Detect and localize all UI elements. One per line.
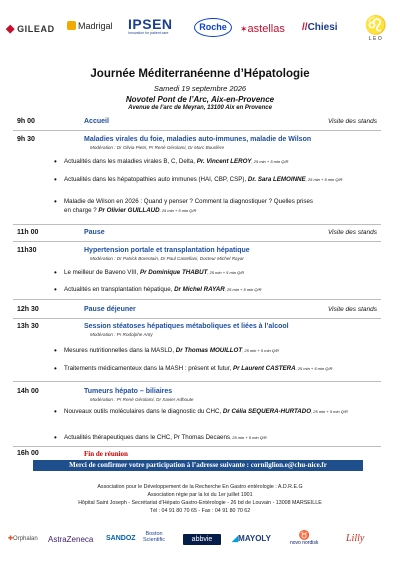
session-moderation: Modération : Dr Patrick Borentain, Dr Paul Castellani, Docteur Michel Rayar bbox=[90, 256, 244, 261]
slot-time: 14h 00 bbox=[17, 388, 39, 395]
divider bbox=[13, 130, 381, 131]
chiesi-mark-icon: // bbox=[302, 22, 308, 33]
orphalan-mark-icon: ✚ bbox=[8, 536, 14, 542]
slot-time: 11h30 bbox=[17, 247, 37, 254]
talk-item: • Actualités en transplantation hépatique, Dr Michel RAYAR, 25 min + 5 min Q/R bbox=[64, 286, 382, 295]
slot-title: Fin de réunion bbox=[84, 450, 128, 458]
slot-note: Visite des stands bbox=[327, 306, 377, 313]
mayoly-logo: ◢MAYOLY bbox=[232, 534, 271, 543]
talk-item: • Actualités thérapeutiques dans le CHC, Pr Thomas Decaens, 25 min + 5 min Q/R bbox=[64, 434, 382, 443]
talk-item: • Actualités dans les hépatopathies auto immunes (HAI, CBP, CSP), Dr. Sara LEMOINNE, 25 min + 5 min Q/R bbox=[64, 176, 382, 185]
talk-item: • Traitements médicamenteux dans la MASH : présent et futur, Pr Laurent CASTERA, 25 min + 5 min Q/R bbox=[64, 365, 382, 374]
talk-item: • Mesures nutritionnelles dans la MASLD, Dr Thomas MOUILLOT, 25 min + 5 min Q/R bbox=[64, 347, 382, 356]
divider bbox=[13, 318, 381, 319]
madrigal-logo: Madrigal bbox=[67, 21, 113, 31]
divider bbox=[13, 299, 381, 300]
divider bbox=[13, 224, 381, 225]
roche-logo: Roche bbox=[194, 18, 232, 37]
slot-title: Pause déjeuner bbox=[84, 306, 136, 313]
gilead-mark-icon: ◆ bbox=[6, 23, 16, 35]
event-date: Samedi 19 septembre 2026 bbox=[153, 84, 247, 93]
boston-scientific-logo: Boston Scientific bbox=[143, 531, 166, 543]
sandoz-logo: SANDOZ bbox=[106, 535, 136, 542]
sponsor-logos-bottom bbox=[0, 530, 400, 552]
association-phone: Tél : 04 91 80 70 65 - Fax : 04 91 80 70 62 bbox=[149, 508, 251, 514]
lion-icon: ♌ bbox=[364, 15, 388, 35]
session-title: Maladies virales du foie, maladies auto-immunes, maladie de Wilson bbox=[84, 136, 312, 143]
astrazeneca-logo: AstraZeneca bbox=[48, 535, 94, 544]
association-law: Association régie par la loi du 1er juillet 1901 bbox=[147, 492, 253, 498]
session-title: Tumeurs hépato – biliaires bbox=[84, 388, 173, 395]
divider bbox=[13, 446, 381, 447]
astellas-logo: ✶astellas bbox=[240, 23, 285, 35]
divider bbox=[13, 381, 381, 382]
association-address: Hôpital Saint Joseph - Secrétariat d’Hépato Gastro-Entérologie - 26 bd de Louvain - 13008 MARSEILLE bbox=[78, 500, 322, 506]
leo-logo: ♌ LEO bbox=[358, 14, 394, 46]
talk-item: • Maladie de Wilson en 2026 : Quand y penser ? Comment la diagnostiquer ? Quelles prises en charge ? Pr Olivier GUILLAUD, 25 min + 5 min Q/R bbox=[64, 198, 382, 215]
session-title: Hypertension portale et transplantation hépatique bbox=[84, 247, 250, 254]
slot-note: Visite des stands bbox=[327, 229, 377, 236]
slot-time: 12h 30 bbox=[17, 306, 39, 313]
divider bbox=[13, 241, 381, 242]
event-venue: Novotel Pont de l’Arc, Aix-en-Provence bbox=[125, 95, 275, 104]
slot-time: 16h 00 bbox=[17, 450, 39, 457]
slot-time: 9h 00 bbox=[17, 118, 35, 125]
orphalan-logo: ✚Orphalan bbox=[8, 536, 38, 542]
madrigal-mark-icon bbox=[67, 21, 76, 30]
abbvie-logo: abbvie bbox=[183, 534, 221, 545]
slot-title: Accueil bbox=[84, 118, 109, 125]
slot-time: 11h 00 bbox=[17, 229, 39, 236]
mayoly-mark-icon: ◢ bbox=[232, 534, 239, 543]
association-name: Association pour le Développement de la Recherche En Gastro entérologie : A.D.R.E.G bbox=[97, 484, 303, 490]
slot-title: Pause bbox=[84, 229, 105, 236]
talk-item: • Nouveaux outils moléculaires dans le diagnostic du CHC, Dr Célia SEQUERA-HURTADO, 25 min + 5 min Q/R bbox=[64, 408, 382, 417]
novo-nordisk-logo: ♉ novo nordisk bbox=[290, 530, 319, 546]
event-address: Avenue de l’arc de Meyran, 13100 Aix en Provence bbox=[128, 105, 272, 111]
chiesi-logo: //Chiesi bbox=[302, 22, 338, 33]
session-moderation: Modération : Pr René Gérolami, Dr Xavier Adhoute bbox=[90, 397, 194, 402]
session-title: Session stéatoses hépatiques métaboliques et liées à l’alcool bbox=[84, 323, 289, 330]
talk-item: • Le meilleur de Baveno VIII, Pr Dominique THABUT, 25 min + 5 min Q/R bbox=[64, 269, 382, 278]
session-moderation: Modération : Pr Rodolphe Anty bbox=[90, 332, 153, 337]
session-moderation: Modération : Dr Olivia Pietri, Pr René Gérolami, Dr Marc Bourlière bbox=[90, 145, 225, 150]
confirmation-banner: Merci de confirmer votre participation à l’adresse suivante : cornilglion.e@chu-nice.fr bbox=[33, 460, 363, 471]
astellas-star-icon: ✶ bbox=[240, 24, 248, 34]
lilly-logo: Lilly bbox=[346, 533, 365, 544]
slot-note: Visite des stands bbox=[327, 118, 377, 125]
event-title: Journée Méditerranéenne d’Hépatologie bbox=[90, 68, 310, 80]
ipsen-logo: IPSEN Innovation for patient care bbox=[128, 16, 173, 35]
slot-time: 13h 30 bbox=[17, 323, 39, 330]
gilead-logo: ◆ GILEAD bbox=[6, 23, 55, 35]
apis-bull-icon: ♉ bbox=[298, 530, 310, 540]
slot-time: 9h 30 bbox=[17, 136, 35, 143]
talk-item: • Actualités dans les maladies virales B, C, Delta, Pr. Vincent LEROY, 25 min + 5 min Q/R bbox=[64, 158, 382, 167]
sponsor-logos-top bbox=[0, 14, 400, 54]
